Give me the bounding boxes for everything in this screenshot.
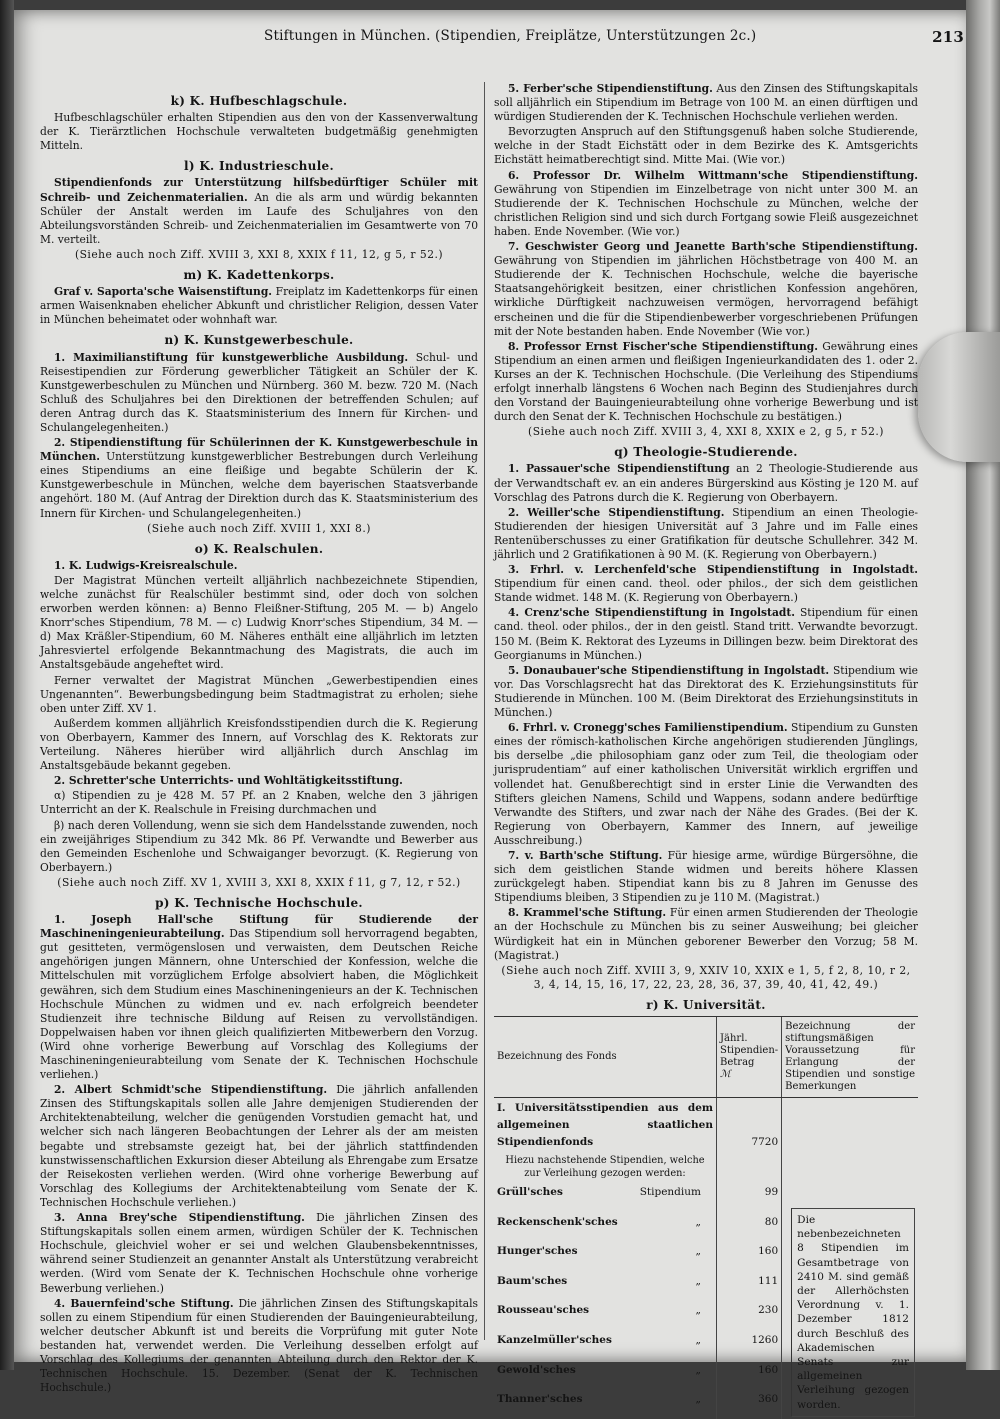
left-column <box>40 88 478 1396</box>
entry-title: 2. Albert Schmidt'sche Stipendienstiftung. <box>54 1083 328 1097</box>
entry-text: Für hiesige arme, würdige Bürgersöhne, die sich dem geistlichen Stande widmen und bereits höhere Klassen zurückgelegt haben. Stipendiat kann bis zu 8 Jahren im Genusse des Stipendiums bleiben, 3 Stipendien zu je 110 M. (Magistrat.) <box>494 848 918 905</box>
paragraph: Hufbeschlagschüler erhalten Stipendien aus den von der Kassenverwaltung der K. Tierärztlichen Hochschule verwalteten budgetmäßig genehmigten Mitteln. <box>40 111 478 153</box>
paragraph <box>494 606 918 662</box>
entry-title: 1. Joseph Hall'sche Stiftung für Studierende der Maschineningenieurabteilung. <box>40 913 478 941</box>
entry-text: Gewährung eines Stipendium an einen armen und fleißigen Ingenieurkandidaten des 1. oder 2. Kurses an der K. Technischen Hochschule. (Die Verleihung des Stipendiums erfolgt innerhalb längstens 6 Wochen nach Beginn des Studienjahres durch den Vorstand der Bauingenieurabteilung ohne vorherige Bewerbung und ist durch den Senat der K. Technischen Hochschule zu bestätigen.) <box>494 339 918 424</box>
section-heading: n) K. Kunstgewerbeschule. <box>164 333 354 348</box>
column-divider <box>484 82 485 1340</box>
fund-amount-value: 7720 <box>751 1136 779 1148</box>
stipend-name-cell <box>494 1241 717 1271</box>
entry-title: 1. Maximilianstiftung für kunstgewerbliche Ausbildung. <box>54 350 409 364</box>
table-header-row <box>494 1017 918 1098</box>
fund-title: I. Universitätsstipendien aus dem allgemeinen staatlichen Stipendienfonds <box>497 1102 713 1148</box>
column-header-remarks: Bezeichnung der stiftungsmäßigen Voraussetzung für Erlangung der Stipendien und sonstige Bemerkungen <box>782 1017 918 1098</box>
entry-title: 4. Bauernfeind'sche Stiftung. <box>54 1296 234 1310</box>
paragraph <box>40 1083 478 1210</box>
paragraph <box>40 1211 478 1296</box>
entry-text: Stipendium für einen cand. theol. oder philos., der sich dem geistlichen Stande widmet. 148 M. (K. Regierung von Oberbayern.) <box>494 577 918 605</box>
stipend-amount: 230 <box>717 1300 782 1330</box>
entry-text: Die jährlichen Zinsen des Stiftungskapitals sollen einem armen, würdigen Schüler der K. Technischen Hochschule, gleichviel woher er sei und welchen Glaubensbekenntnisses, während seiner Studienzeit an genannter Anstalt als Unterstützung verabreicht werden. (Wird vom Senate der K. Technischen Hochschule ohne vorherige Bewerbung verliehen.) <box>40 1211 478 1295</box>
stipend-remarks <box>782 1182 918 1419</box>
entry-title: Stipendienfonds zur Unterstützung hilfsbedürftiger Schüler mit Schreib- und Zeichenmaterialien. <box>40 176 478 204</box>
stipend-suffix: „ <box>695 1363 701 1376</box>
paragraph: β) nach deren Vollendung, wenn sie sich dem Handelsstande zuwenden, noch ein zweijähriges Stipendium zu 342 Mk. 86 Pf. Verwandte und Bewerber aus den Gemeinden Eschenlohe und Schwaiganger bevorzugt. (K. Regierung von Oberbayern.) <box>40 818 478 874</box>
paragraph <box>494 340 918 425</box>
entry-title: 2. Stipendienstiftung für Schülerinnen der K. Kunstgewerbeschule in München. <box>40 436 478 464</box>
entry-text: Stipendium zu Gunsten eines der römisch-katholischen Kirche angehörigen studierenden Jünglings, bis derselbe „die philosophiam ganz oder zum Teil, die theologiam oder jurisprudentiam“ auf einer katholischen Universität wirklich ergriffen und vollendet hat. Genußberechtigt sind in erster Linie die Verwandten des Stifters gleichen Namens, Schild und Wappens, sodann andere bedürftige Verwandte des Stifters, und zwar nach der Nähe des Grades. (Bei der K. Regierung von Oberbayern, Kammer des Innern, auf jeweilige Ausschreibung.) <box>494 721 919 847</box>
section-heading: o) K. Realschulen. <box>194 541 324 556</box>
stipend-amount: 99 <box>717 1182 782 1212</box>
entry-text: an 2 Theologie-Studierende aus der Verwandtschaft ev. an ein anderes Bürgerskind aus Kösting je 120 M. auf Vorschlag des Patrons durch die K. Regierung von Oberbayern. <box>494 462 918 504</box>
cross-reference: (Siehe auch noch Ziff. XVIII 3, 4, XXI 8, XXIX e 2, g 5, r 52.) <box>528 425 884 439</box>
stipend-name-cell <box>494 1360 717 1390</box>
stipend-suffix: „ <box>695 1274 701 1287</box>
stipend-amount: 360 <box>717 1389 782 1419</box>
section-heading: k) K. Hufbeschlagschule. <box>170 94 348 108</box>
entry-text: Für einen armen Studierenden der Theologie an der Hochschule zu München bis zu seiner Ausweihung; bei gleicher Würdigkeit hat ein in München geborener Bewerber den Vorzug; 58 M. (Magistrat.) <box>494 906 918 962</box>
entry-text: Schul- und Reisestipendien zur Förderung gewerblicher Tätigkeit an Schüler der K. Kunstgewerbeschulen zu München und Nürnberg. 360 M. bezw. 720 M. (Nach Schluß des Schuljahres bei den Direktionen der betreffenden Schulen; auf deren Antrag durch das K. Staatsministerium des Innern für Kirchen- und Schulangelegenheiten.) <box>40 350 479 434</box>
table-row <box>494 1153 918 1182</box>
fund-remarks <box>782 1098 918 1154</box>
entry-text: Aus den Zinsen des Stiftungskapitals soll alljährlich ein Stipendium im Betrage von 100 M. an einen dürftigen und würdigen Studierenden der K. Technischen Hochschule verliehen werden. <box>494 82 919 124</box>
section-heading: r) K. Universität. <box>646 997 766 1012</box>
cross-reference: (Siehe auch noch Ziff. XVIII 3, XXI 8, XXIX f 11, 12, g 5, r 52.) <box>74 247 444 261</box>
paragraph <box>494 169 918 239</box>
stipend-suffix: „ <box>695 1333 701 1346</box>
stipend-name: Rousseau'sches <box>497 1304 590 1317</box>
entry-title: Graf v. Saporta'sche Waisenstiftung. <box>54 285 273 299</box>
fund-subtitle: Hiezu nachstehende Stipendien, welche zur Verleihung gezogen werden: <box>505 1155 705 1179</box>
university-stipend-table <box>494 1016 918 1419</box>
entry-title: 3. Anna Brey'sche Stipendienstiftung. <box>54 1211 305 1225</box>
paragraph <box>40 436 478 521</box>
stipend-name-cell <box>494 1182 717 1212</box>
entry-title: 1. Passauer'sche Stipendienstiftung <box>508 462 730 476</box>
entry-text: Die jährlich anfallenden Zinsen des Stiftungskapitals sollen alle Jahre demjenigen Studierenden der Architektenabteilung, welcher die genügenden Vorstudien gemacht hat, und welcher sich nach längeren Beobachtungen der Lehrer als der am meisten begabte und strebsamste gezeigt hat, bei der jährlich stattfindenden kunstwissenschaftlichen Exkursion dieser Abteilung als Ehrengabe zum Ersatze der Reisekosten verliehen werden. (Wird ohne vorherige Bewerbung auf Vorschlag des Kollegiums der Architektenabteilung vom Senate der K. Technischen Hochschule verliehen.) <box>40 1083 479 1209</box>
paragraph <box>494 563 918 605</box>
entry-title: 8. Krammel'sche Stiftung. <box>508 906 667 920</box>
paragraph <box>40 176 478 246</box>
paragraph <box>494 82 918 124</box>
stipend-suffix: Stipendium <box>639 1186 701 1198</box>
paragraph: Außerdem kommen alljährlich Kreisfondsstipendien durch die K. Regierung von Oberbayern, Kammer des Innern, auf Vorschlag des K. Rektorats zur Verteilung. Näheres hierüber wird alljährlich durch Anschlag im Anstaltsgebäude bekannt gegeben. <box>40 716 478 773</box>
entry-text: Gewährung von Stipendien im Einzelbetrage von nicht unter 300 M. an Studierende der K. Technischen Hochschule zu München, welche der christlichen Religion sind und sich durch Fortgang sowie Fleiß ausgezeichnet haben. Ende November. (Wie vor.) <box>494 182 918 238</box>
stipend-name: Gewold'sches <box>497 1363 576 1376</box>
book-gutter <box>0 0 14 1370</box>
entry-title: 8. Professor Ernst Fischer'sche Stipendienstiftung. <box>508 339 818 353</box>
remarks-note: Die nebenbezeichneten 8 Stipendien im Gesamtbetrage von 2410 M. sind gemäß der Allerhöchsten Verordnung v. 1. Dezember 1812 durch Beschluß des Akademischen Senats zur allgemeinen Verleihung gezogen worden. <box>791 1208 915 1417</box>
paragraph: Ferner verwaltet der Magistrat München „Gewerbestipendien eines Ungenannten“. Bewerbungsbedingung beim Stadtmagistrat zu erholen; siehe oben unter Ziff. XV 1. <box>40 673 478 715</box>
entry-text: Freiplatz im Kadettenkorps für einen armen Waisenknaben ehelicher Abkunft und christlicher Religion, dessen Vater in München beheimatet oder wohnhaft war. <box>40 285 479 327</box>
stipend-amount: 80 <box>717 1212 782 1242</box>
stipend-name: Hunger'sches <box>497 1245 578 1258</box>
entry-text: Stipendium an einen Theologie-Studierenden der hiesigen Universität auf 3 Jahre und im Falle eines Rentenüberschusses zu einer Gratifikation für deutsche Schullehrer. 342 M. jährlich und 2 Gratifikationen à 90 M. (K. Regierung von Oberbayern.) <box>494 505 918 561</box>
entry-title: 4. Crenz'sche Stipendienstiftung in Ingolstadt. <box>508 606 796 620</box>
stipend-name: Baum'sches <box>497 1274 568 1287</box>
table-row <box>494 1098 918 1154</box>
entry-title: 2. Schretter'sche Unterrichts- und Wohltätigkeitsstiftung. <box>54 774 403 788</box>
entry-text: Unterstützung kunstgewerblicher Bestrebungen durch Verleihung eines Stipendiums an eine fleißige und begabte Schülerin der K. Kunstgewerbeschule in München, welche dem bayerischen Staatsverbande angehört. 180 M. (Auf Antrag der Direktion durch das K. Staatsministerium des Innern für Kirchen- und Schulangelegenheiten.) <box>40 450 478 520</box>
entry-text: Gewährung von Stipendien im jährlichen Höchstbetrage von 400 M. an Studierende der K. Technischen Hochschule, welche die bayerische Staatsangehörigkeit besitzen, einer christlichen Konfession angehören, wirkliche Dürftigkeit nachzuweisen vermögen, hervorragend befähigt erscheinen und die für die Stipendienbewerber vorgeschriebenen Prüfungen mit der Note bestanden haben. Ende November (Wie vor.) <box>494 254 918 338</box>
paragraph <box>494 462 918 504</box>
entry-title: 6. Professor Dr. Wilhelm Wittmann'sche Stipendienstiftung. <box>508 168 918 182</box>
section-heading: m) K. Kadettenkorps. <box>183 268 335 283</box>
stipend-suffix: „ <box>695 1215 701 1228</box>
amount-header-label: Jährl. Stipendien-Betrag <box>720 1033 779 1068</box>
stipend-suffix: „ <box>695 1304 701 1317</box>
entry-title: 5. Ferber'sche Stipendienstiftung. <box>508 82 713 95</box>
entry-title: 3. Frhrl. v. Lerchenfeld'sche Stipendienstiftung in Ingolstadt. <box>508 563 918 577</box>
stipend-name: Kanzelmüller'sches <box>497 1333 612 1346</box>
entry-text: An die als arm und würdig bekannten Schüler der Anstalt werden im Laufe des Schuljahres von den Abteilungsvorständen Schreib- und Zeichenmaterialien im Gesamtwerte von 70 M. verteilt. <box>40 190 478 246</box>
empty-cell <box>782 1153 918 1182</box>
paragraph <box>40 285 478 327</box>
entry-text: Das Stipendium soll hervorragend begabten, gut gesitteten, vermögenslosen und verwaisten, dem Deutschen Reiche angehörigen jungen Männern, ohne Unterschied der Konfession, welche die Mittelschulen mit vorzüglichem Erfolge absolviert haben, die Möglichkeit gewähren, sich dem Studium eines Maschineningenieurs an der K. Technischen Hochschule München zu widmen und ev. nach erfolgreich beendeter Studienzeit ihre technische Bildung auf Reisen zu vervollständigen. Doppelwaisen haben vor ihnen gleich qualifizierten Mitbewerbern den Vorzug. (Wird ohne vorherige Bewerbung auf Vorschlag des Kollegiums der Maschineningenieurabteilung vom Senate der K. Technischen Hochschule verliehen.) <box>40 927 478 1082</box>
entry-text: Stipendium für einen cand. theol. oder philos., der in den geistl. Stand tritt. Verwandte bevorzugt. 150 M. (Beim K. Rektorat des Lyzeums in Dillingen bezw. beim Direktorat des Georgianums in München.) <box>494 606 918 662</box>
entry-text: Die jährlichen Zinsen des Stiftungskapitals sollen zu einem Stipendium für einen Studierenden der Bauingenieurabteilung, welcher deutscher Abkunft ist und bereits die Vorprüfung mit guter Note bestanden hat, verwendet werden. Die Verleihung desselben erfolgt auf Vorschlag des Kollegiums der genannten Abteilung durch den Rektor der K. Technischen Hochschule. 15. Dezember. (Senat der K. Technischen Hochschule.) <box>40 1296 478 1395</box>
running-title: Stiftungen in München. (Stipendien, Freiplätze, Unterstützungen 2c.) <box>264 28 757 44</box>
section-heading: q) Theologie-Studierende. <box>614 445 798 460</box>
paragraph <box>494 240 918 339</box>
paragraph <box>40 1297 478 1396</box>
fund-amount <box>717 1098 782 1154</box>
entry-title: 7. Geschwister Georg und Jeanette Barth'sche Stipendienstiftung. <box>508 240 918 254</box>
paragraph <box>494 849 918 905</box>
paragraph: α) Stipendien zu je 428 M. 57 Pf. an 2 Knaben, welche den 3 jährigen Unterricht an der K. Realschule in Freising durchmachen und <box>40 789 478 817</box>
paragraph: Bevorzugten Anspruch auf den Stiftungsgenuß haben solche Studierende, welche in der Stadt Eichstätt oder in dem Bezirke des K. Amtsgerichts Eichstätt heimatberechtigt sind. Mitte Mai. (Wie vor.) <box>494 125 918 167</box>
entry-text: Stipendium wie vor. Das Vorschlagsrecht hat das Direktorat des K. Erziehungsinstituts für Studierende in München. 100 M. (Beim Direktorat des Erziehungsinstituts in München.) <box>494 663 918 720</box>
paragraph <box>494 906 918 962</box>
book-page <box>14 10 974 1411</box>
stipend-amount: 111 <box>717 1271 782 1301</box>
paragraph <box>40 913 478 1082</box>
paragraph <box>40 351 478 436</box>
currency-symbol: ℳ <box>720 1069 731 1080</box>
paragraph <box>494 506 918 562</box>
section-heading: p) K. Technische Hochschule. <box>155 895 363 910</box>
thumb-index-tab <box>918 332 1000 462</box>
stipend-name-cell <box>494 1389 717 1419</box>
stipend-name: Reckenschenk'sches <box>497 1215 618 1228</box>
cross-reference: (Siehe auch noch Ziff. XVIII 1, XXI 8.) <box>147 521 371 535</box>
stipend-name-cell <box>494 1330 717 1360</box>
stipend-suffix: „ <box>695 1245 701 1258</box>
paragraph <box>494 664 918 720</box>
stipend-name-cell <box>494 1212 717 1242</box>
stipend-name: Thanner'sches <box>497 1393 583 1406</box>
stipend-name: Grüll'sches <box>497 1186 563 1198</box>
entry-title: 1. K. Ludwigs-Kreisrealschule. <box>54 558 238 572</box>
stipend-amount: 160 <box>717 1360 782 1390</box>
cross-reference: (Siehe auch noch Ziff. XVIII 3, 9, XXIV 10, XXIX e 1, 5, f 2, 8, 10, r 2, 3, 4, 14, 15, 16, 17, 22, 23, 28, 36, 37, 39, 40, 41, 42, 49.) <box>501 963 911 991</box>
empty-cell <box>717 1153 782 1182</box>
running-header <box>264 28 964 50</box>
paragraph: Der Magistrat München verteilt alljährlich nachbezeichnete Stipendien, welche zunächst für Realschüler bestimmt sind, oder doch von solchen erworben werden können: a) Benno Fleißner-Stiftung, 205 M. — b) Angelo Knorr'sches Stipendium, 78 M. — c) Ludwig Knorr'sches Stipendium, 34 M. — d) Max Kräßler-Stipendium, 60 M. Näheres enthält eine alljährlich im letzten Jahresviertel erfolgende Bekanntmachung des Magistrats, die auch im Anstaltsgebäude angeheftet wird. <box>40 573 478 672</box>
cross-reference: (Siehe auch noch Ziff. XV 1, XVIII 3, XXI 8, XXIX f 11, g 7, 12, r 52.) <box>57 875 461 889</box>
stipend-amount: 160 <box>717 1241 782 1271</box>
page-number: 213 <box>932 28 964 46</box>
table-row <box>494 1182 918 1212</box>
entry-title: 5. Donaubauer'sche Stipendienstiftung in Ingolstadt. <box>508 663 830 677</box>
stipend-name-cell <box>494 1300 717 1330</box>
section-heading: l) K. Industrieschule. <box>184 159 334 174</box>
column-header-fund: Bezeichnung des Fonds <box>494 1017 717 1098</box>
entry-title: 7. v. Barth'sche Stiftung. <box>508 848 663 862</box>
stipend-suffix: „ <box>695 1393 701 1406</box>
fund-name <box>494 1098 717 1154</box>
entry-title: 2. Weiller'sche Stipendienstiftung. <box>508 505 725 519</box>
column-header-amount <box>717 1017 782 1098</box>
stipend-name-cell <box>494 1271 717 1301</box>
right-column <box>494 82 918 1419</box>
page-stack-edge <box>966 0 1000 1370</box>
entry-title: 6. Frhrl. v. Cronegg'sches Familienstipendium. <box>508 721 788 735</box>
stipend-amount: 1260 <box>717 1330 782 1360</box>
paragraph <box>494 721 918 848</box>
